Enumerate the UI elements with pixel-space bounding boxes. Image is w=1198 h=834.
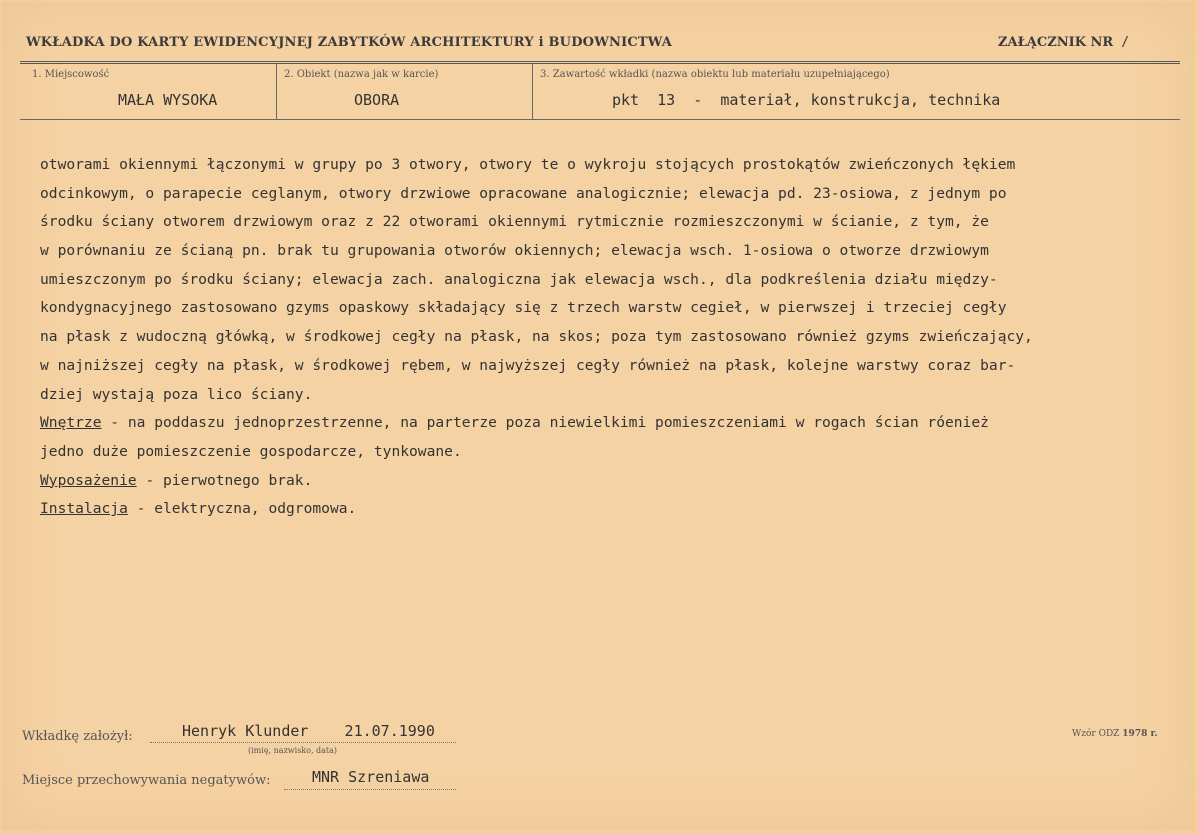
attachment-number-value: / [1121, 35, 1130, 50]
section-equipment [40, 467, 1190, 496]
form-version-year: 1978 r. [1122, 729, 1158, 739]
body-line: odcinkowym, o parapecie ceglanym, otwory drzwiowe opracowane analogicznie; elewacja pd. 23-osiowa, z jednym po [40, 184, 1007, 202]
form-version-note [1072, 729, 1158, 739]
attachment-label: ZAŁĄCZNIK NR [998, 35, 1114, 50]
section-text-interior-cont: jedno duże pomieszczenie gospodarcze, tynkowane. [40, 442, 462, 460]
section-heading-interior: Wnętrze [40, 414, 102, 432]
locality-label: 1. Miejscowość [32, 69, 110, 80]
storage-dotted-line [284, 789, 456, 790]
attachment-number [998, 35, 1129, 50]
body-text [40, 151, 1190, 524]
field-divider [532, 64, 533, 119]
object-value: OBORA [354, 91, 400, 109]
section-text-equipment: - pierwotnego brak. [136, 471, 313, 489]
contents-label: 3. Zawartość wkładki (nazwa obiektu lub materiału uzupełniającego) [540, 69, 890, 80]
body-line: umieszczonym po środku ściany; elewacja zach. analogiczna jak elewacja wsch., dla podkreślenia działu między- [40, 270, 998, 288]
header-rule-top [20, 61, 1180, 64]
body-line: w najniższej cegły na płask, w środkowej rębem, w najwyższej cegły również na płask, kolejne warstwy coraz bar- [40, 356, 1016, 374]
body-line: środku ściany otworem drzwiowym oraz z 22 otworami okiennymi rytmicznie rozmieszczonymi w ścianie, z tym, że [40, 213, 989, 231]
card-title: WKŁADKA DO KARTY EWIDENCYJNEJ ZABYTKÓW ARCHITEKTURY i BUDOWNICTWA [26, 35, 673, 50]
author-value: Henryk Klunder 21.07.1990 [182, 722, 435, 740]
body-line: w porównaniu ze ścianą pn. brak tu grupowania otworów okiennych; elewacja wsch. 1-osiowa o otworze drzwiowym [40, 242, 989, 260]
section-installation [40, 495, 1190, 524]
storage-label: Miejsce przechowywania negatywów: [22, 773, 271, 788]
header-rule-bottom [20, 119, 1180, 120]
section-heading-installation: Instalacja [40, 500, 128, 518]
body-line: kondygnacyjnego zastosowano gzyms opaskowy składający się z trzech warstw cegieł, w pierwszej i trzeciej cegły [40, 299, 1007, 317]
author-label: Wkładkę założył: [22, 729, 133, 744]
form-version-prefix: Wzór ODZ [1072, 729, 1120, 739]
contents-value: pkt 13 - materiał, konstrukcja, technika [612, 91, 1001, 109]
record-card [2, 2, 1194, 830]
author-hint: (imię, nazwisko, data) [248, 746, 338, 755]
section-heading-equipment: Wyposażenie [40, 471, 137, 489]
section-text-installation: - elektryczna, odgromowa. [127, 500, 357, 518]
body-line: otworami okiennymi łączonymi w grupy po 3 otwory, otwory te o wykroju stojących prostokątów zwieńczonych łękiem [40, 156, 1016, 173]
section-interior [40, 409, 1190, 438]
object-label: 2. Obiekt (nazwa jak w karcie) [284, 69, 439, 80]
storage-value: MNR Szreniawa [312, 768, 430, 786]
body-line: dziej wystają poza lico ściany. [40, 385, 313, 403]
field-divider [276, 64, 277, 119]
section-text-interior: - na poddaszu jednoprzestrzenne, na parterze poza niewielkimi pomieszczeniami w rogach ścian róenież [101, 414, 989, 432]
section-interior-cont [40, 438, 1190, 467]
author-dotted-line [150, 742, 456, 743]
body-line: na płask z wudoczną główką, w środkowej cegły na płask, na skos; poza tym zastosowano również gzyms zwieńczający, [40, 328, 1033, 346]
locality-value: MAŁA WYSOKA [118, 91, 218, 109]
